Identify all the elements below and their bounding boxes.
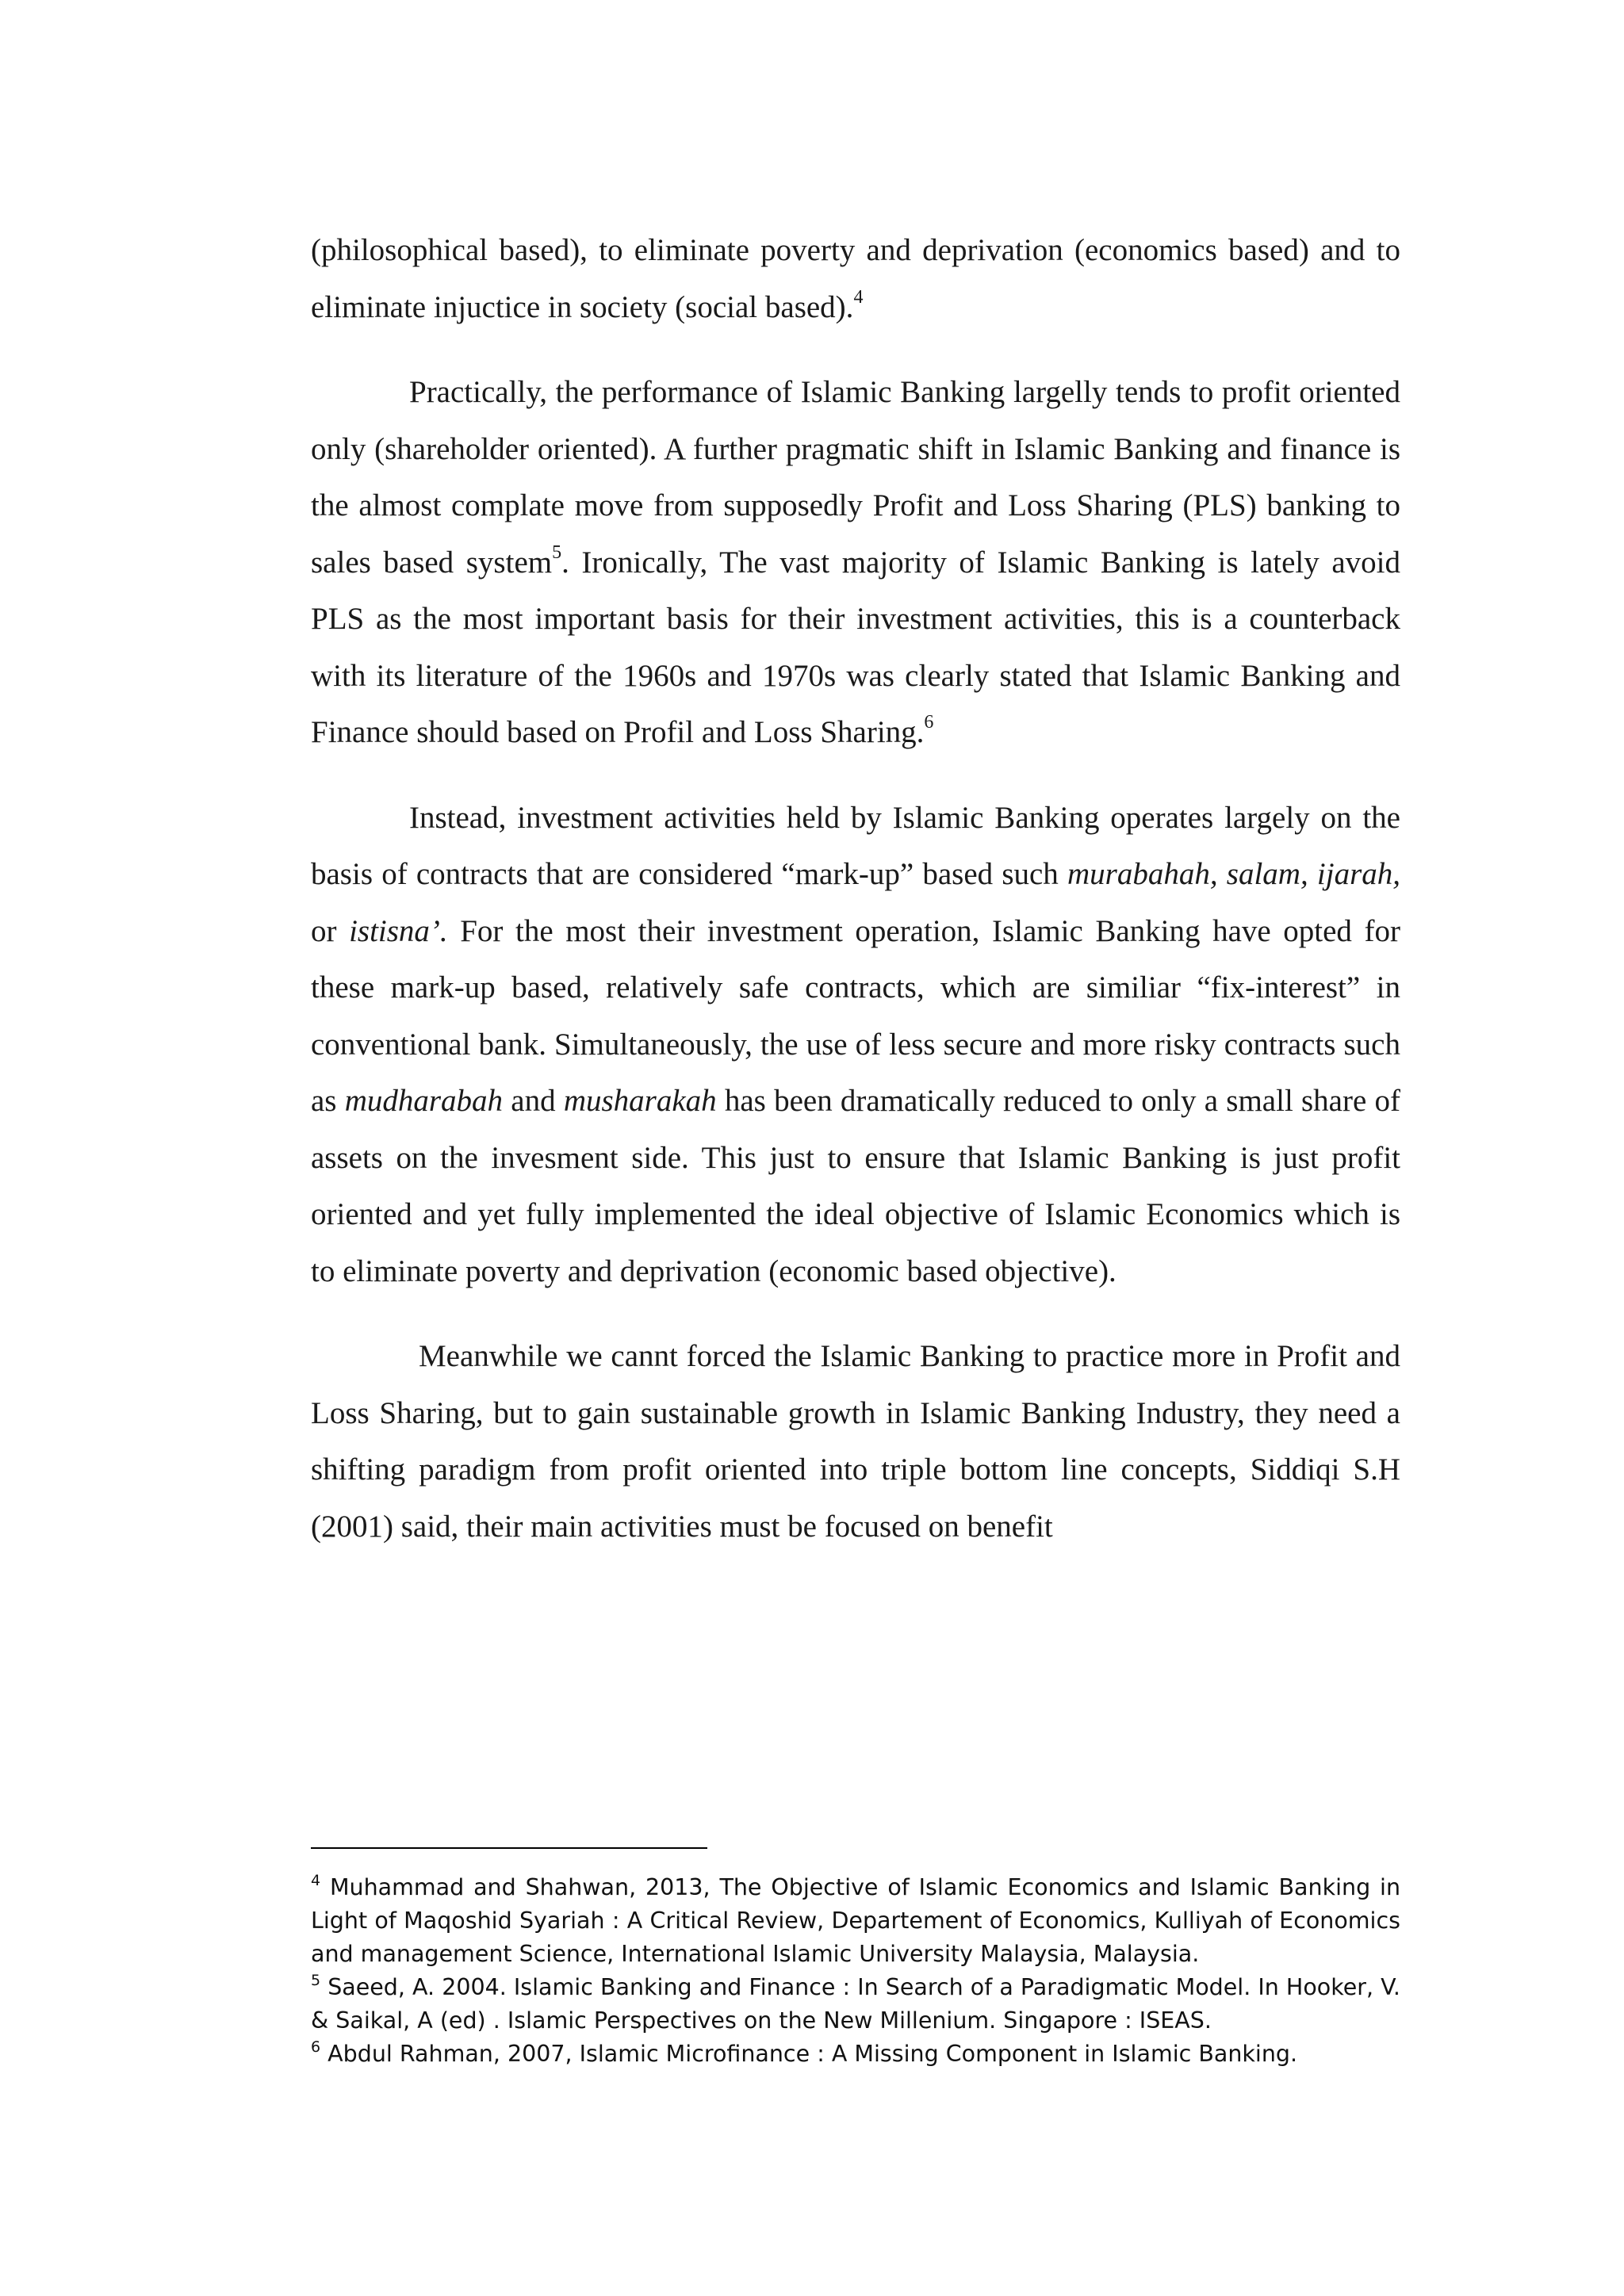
footnote-number: 4 bbox=[311, 1871, 321, 1889]
paragraph-text: . Ironically, The vast majority of Islamic Banking is lately avoid PLS as the most important basis for their investment activities, this is a counterback with its literature of the 1960s and 1970s was clearly stated that Islamic Banking and Finance should based on Profil and Loss Sharing. bbox=[311, 545, 1400, 749]
paragraph-text: Practically, the performance of Islamic Banking largelly tends to profit oriented only (shareholder oriented). A further pragmatic shift in Islamic Banking and finance is the almost complate move from supposedly Profit and Loss Sharing (PLS) banking to sales based system bbox=[311, 375, 1400, 580]
footnote bbox=[311, 1871, 1400, 1971]
paragraph-text: or bbox=[311, 913, 350, 948]
footnote bbox=[311, 1971, 1400, 2038]
paragraph-1 bbox=[311, 222, 1400, 335]
footnote-text: Abdul Rahman, 2007, Islamic Microfinance : A Missing Component in Islamic Banking. bbox=[327, 2041, 1298, 2067]
footnote-text: Saeed, A. 2004. Islamic Banking and Finance : In Search of a Paradigmatic Model. In Hooker, V. & Saikal, A (ed) . Islamic Perspectives on the New Millenium. Singapore : ISEAS. bbox=[311, 1974, 1400, 2034]
body-text bbox=[311, 222, 1400, 1555]
paragraph-text: Instead, investment activities held by Islamic Banking operates largely on the basis of contracts that are considered “mark-up” based such bbox=[311, 800, 1400, 891]
italic-term: mudharabah bbox=[344, 1084, 504, 1118]
italic-term: musharakah bbox=[563, 1084, 717, 1118]
footnote-ref: 6 bbox=[924, 712, 934, 733]
footnote-number: 5 bbox=[311, 1971, 321, 1989]
paragraph-text: and bbox=[503, 1084, 564, 1118]
footnote-number: 6 bbox=[311, 2038, 321, 2056]
italic-term: istisna’. bbox=[349, 913, 448, 948]
paragraph-3 bbox=[311, 790, 1400, 1300]
paragraph-text: Meanwhile we cannt forced the Islamic Banking to practice more in Profit and Loss Sharing, but to gain sustainable growth in Islamic Banking Industry, they need a shifting paradigm from profit oriented into triple bottom line concepts, Siddiqi S.H (2001) said, their main activities must be focused on benefit bbox=[311, 1339, 1400, 1544]
footnote-text: Muhammad and Shahwan, 2013, The Objective of Islamic Economics and Islamic Banking in Light of Maqoshid Syariah : A Critical Review, Departement of Economics, Kulliyah of Economics and management Science, International Islamic University Malaysia, Malaysia. bbox=[311, 1874, 1401, 1967]
footnote-ref: 5 bbox=[552, 541, 562, 563]
footnote bbox=[311, 2038, 1400, 2071]
footnotes bbox=[311, 1871, 1400, 2071]
paragraph-2 bbox=[311, 364, 1400, 761]
paragraph-4 bbox=[311, 1328, 1400, 1555]
footnote-ref: 4 bbox=[853, 286, 864, 308]
italic-term: murabahah, salam, ijarah, bbox=[1067, 857, 1400, 891]
footnote-separator bbox=[311, 1847, 707, 1849]
paragraph-text: has been dramatically reduced to only a small share of assets on the invesment side. This just to ensure that Islamic Banking is just profit oriented and yet fully implemented the ideal objective of Islamic Economics which is to eliminate poverty and deprivation (economic based objective). bbox=[311, 1084, 1400, 1288]
paragraph-text: (philosophical based), to eliminate poverty and deprivation (economics based) and to eliminate injuctice in society (social based). bbox=[311, 233, 1400, 324]
paragraph-text: For the most their investment operation, Islamic Banking have opted for these mark-up based, relatively safe contracts, which are similiar “fix-interest” in conventional bank. Simultaneously, the use of less secure and more risky contracts such as bbox=[311, 913, 1400, 1118]
